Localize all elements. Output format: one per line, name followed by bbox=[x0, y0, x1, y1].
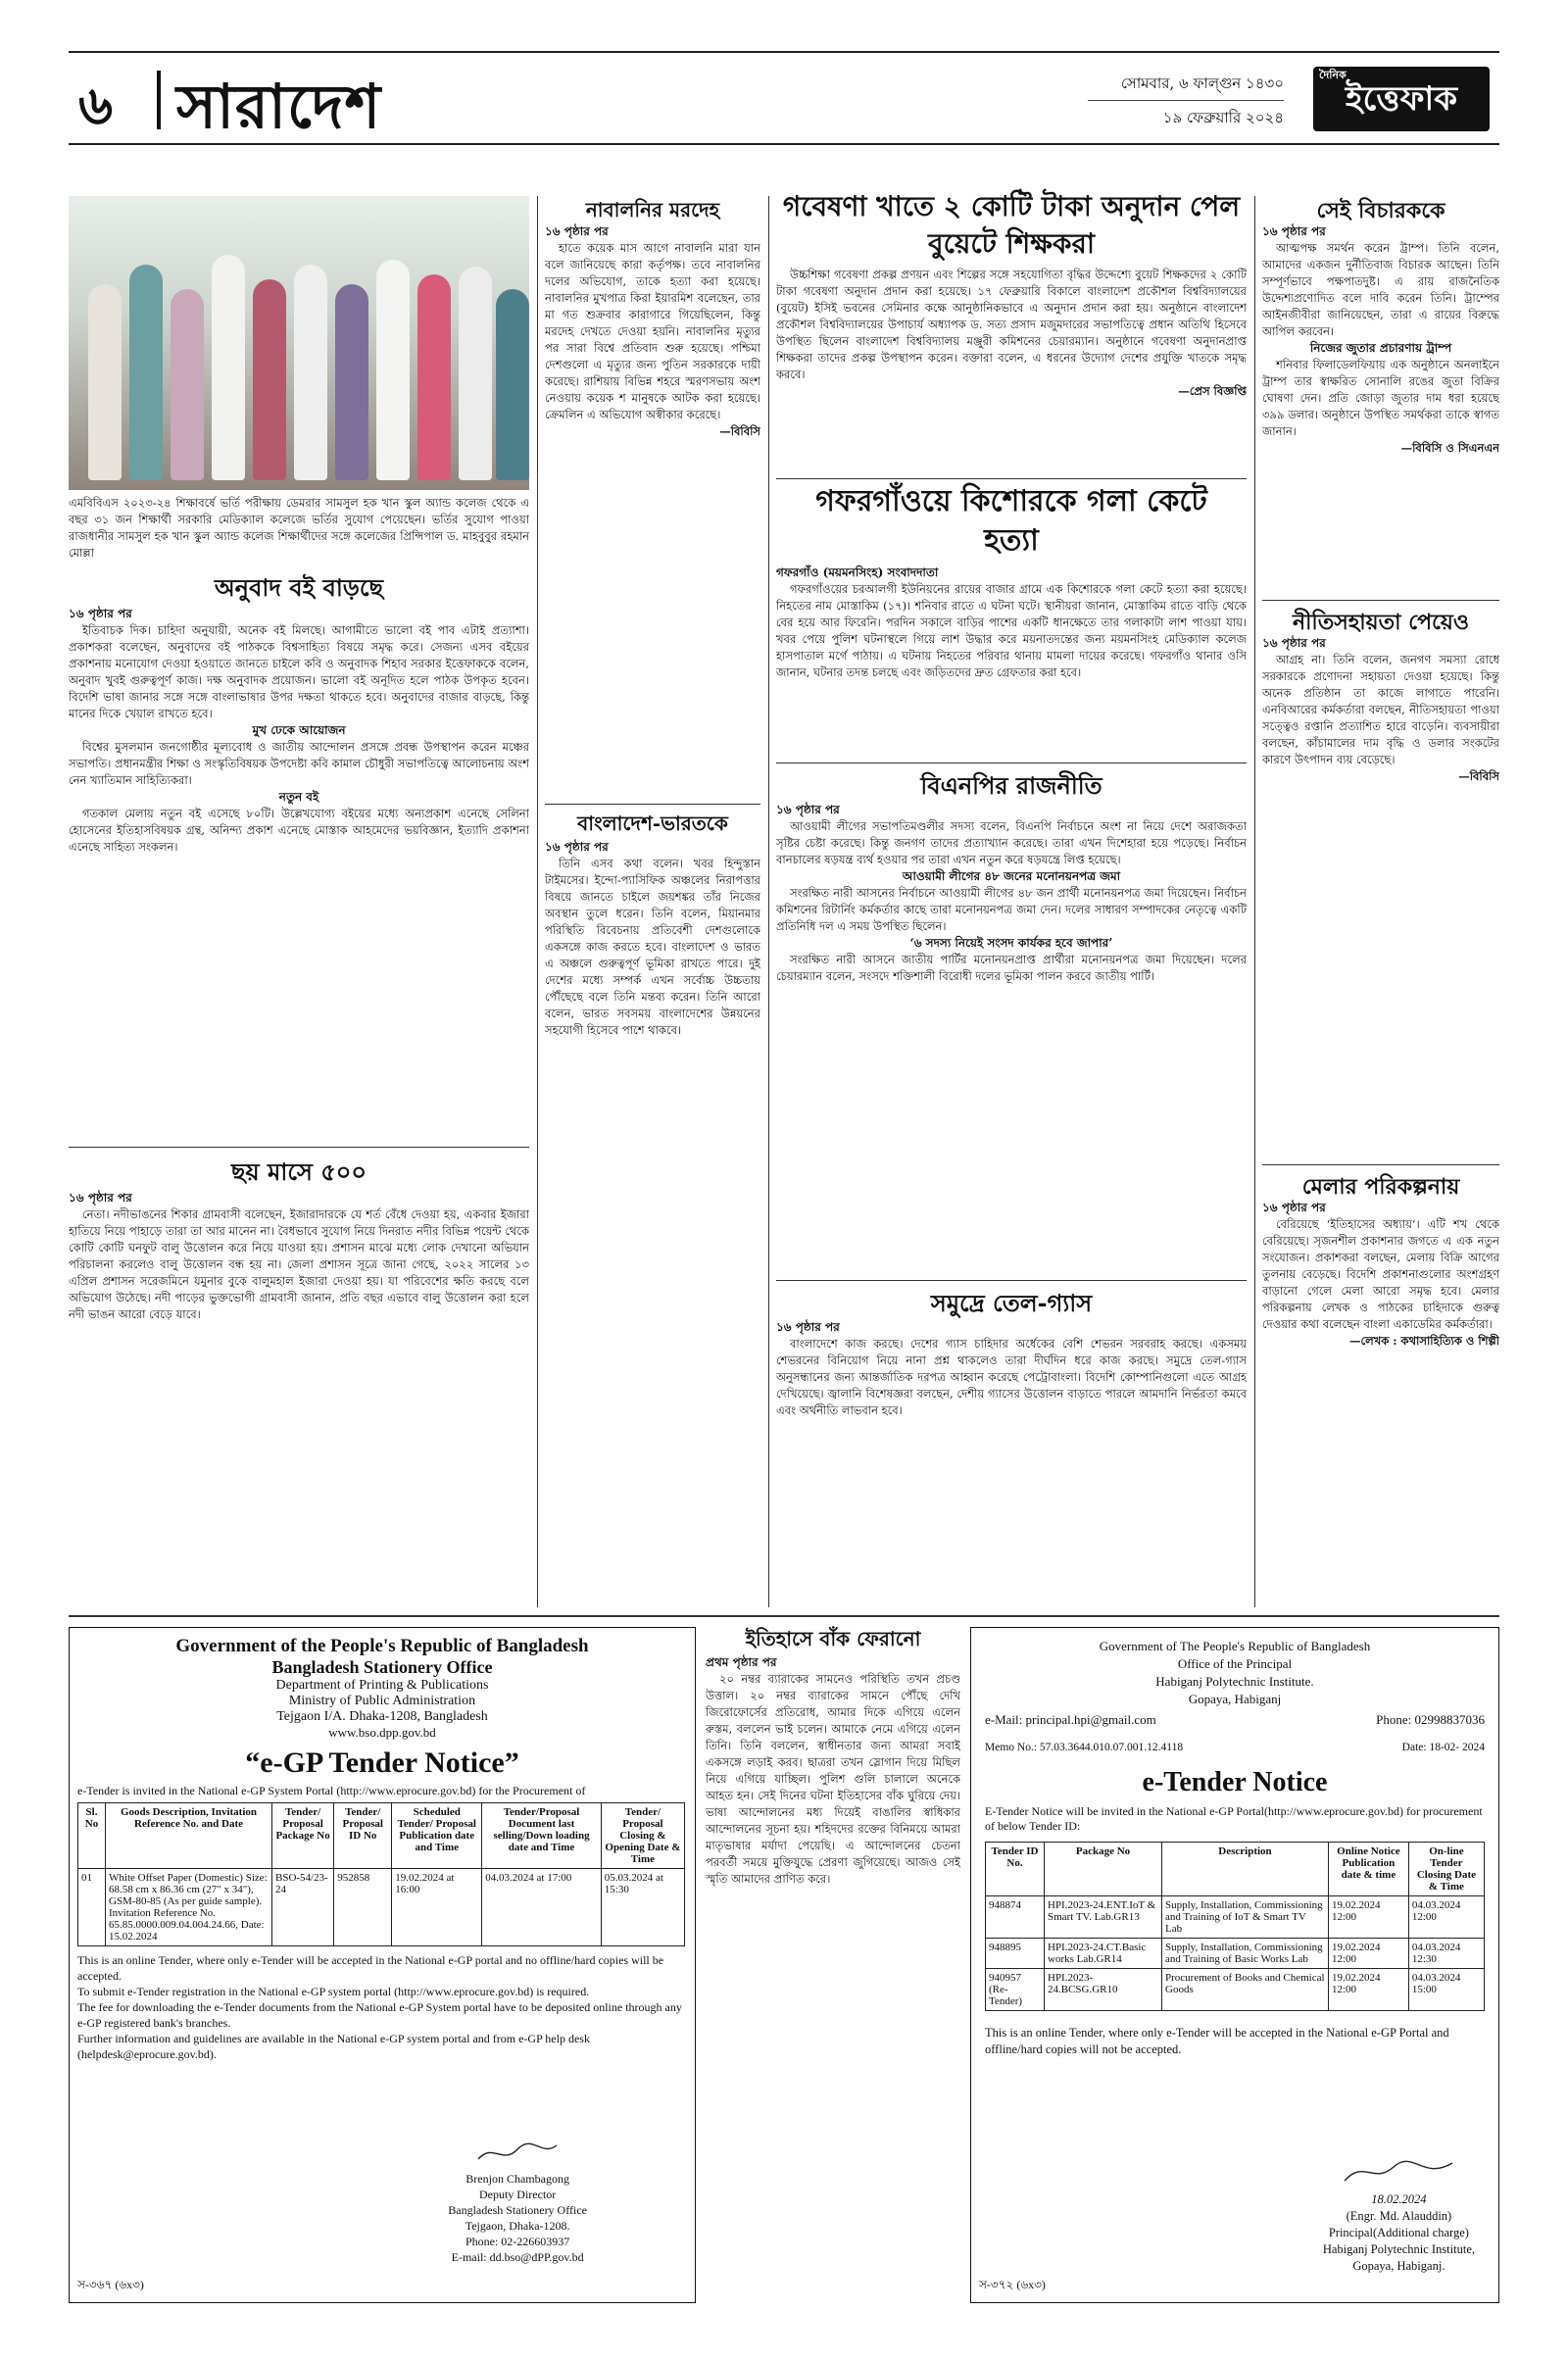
news-photo bbox=[69, 196, 529, 490]
column-rule bbox=[768, 196, 769, 1607]
table-cell: HPI.2023-24.BCSG.GR10 bbox=[1045, 1969, 1162, 2011]
ad-email: e-Mail: principal.hpi@gmail.com bbox=[985, 1712, 1156, 1727]
ad-code: স-৩৭২ (৬x৩) bbox=[979, 2278, 1046, 2291]
divider bbox=[69, 1147, 529, 1148]
issue-date bbox=[1088, 67, 1284, 134]
article-anubad bbox=[69, 606, 529, 1140]
table-cell: 04.03.2024 12:00 bbox=[1408, 1896, 1484, 1939]
table-row bbox=[986, 1969, 1485, 2011]
headline-gobeshona: গবেষণা খাতে ২ কোটি টাকা অনুদান পেল বুয়েটে শিক্ষকরা bbox=[782, 190, 1241, 260]
date-bangla: সোমবার, ৬ ফাল্গুন ১৪৩০ bbox=[1088, 67, 1284, 101]
photo-figure bbox=[376, 260, 410, 480]
article-body: আওয়ামী লীগের সভাপতিমণ্ডলীর সদস্য বলেন, বিএনপি নির্বাচনে অংশ না নিয়ে দেশে অরাজকতা সৃষ্টির চেষ্টা করেছে। কিন্তু জনগণ তাদের প্রত্যাখ্যান করেছে। তারা এখন দিশেহারা হয়ে পড়েছে। নির্বাচন বানচালের ষড়যন্ত্র ব্যর্থ হওয়ার পর তারা এখন নতুন করে ষড়যন্ত্রে লিপ্ত হয়েছে। bbox=[776, 819, 1247, 866]
sig-name: (Engr. Md. Alauddin) bbox=[1346, 2209, 1452, 2223]
table-cell: 948874 bbox=[986, 1896, 1045, 1939]
section-rule bbox=[69, 1615, 1499, 1617]
continuation: ১৬ পৃষ্ঠার পর bbox=[1262, 636, 1326, 650]
ad-note: This is an online Tender, where only e-Tender will be accepted in the National e-GP Portal and offline/hard copies will not be accepted. bbox=[985, 2026, 1449, 2056]
article-bd-india bbox=[545, 839, 760, 1607]
continuation: ১৬ পৃষ্ঠার পর bbox=[545, 840, 609, 854]
photo-figure bbox=[417, 274, 451, 480]
article-body: বাংলাদেশে কাজ করছে। দেশের গ্যাস চাহিদার অর্ধেকের বেশি শেভরন সরবরাহ করছে। একসময় শেভরনের বিনিয়োগ নিয়ে নানা প্রশ্ন থাকলেও তারা দীর্ঘদিন ধরে কাজ করছে। সমুদ্রে তেল-গ্যাস অনুসন্ধানের জন্য আন্তর্জাতিক দরপত্র আহ্বান করেছে পেট্রোবাংলা। বিদেশি কোম্পানিগুলো এতে আগ্রহ দেখিয়েছে। জ্বালানি বিশেষজ্ঞরা বলছেন, দেশীয় গ্যাসের উত্তোলন বাড়াতে পারলে আমদানি নির্ভরতা কমবে এবং অর্থনীতি লাভবান হবে। bbox=[776, 1337, 1247, 1417]
photo-figure bbox=[335, 284, 368, 480]
headline-anubad: অনুবাদ বই বাড়ছে bbox=[214, 573, 384, 602]
table-cell: 01 bbox=[78, 1869, 106, 1946]
ad-signature bbox=[1323, 2157, 1475, 2275]
table-header: Tender/ Proposal Package No bbox=[272, 1803, 334, 1869]
photo-figure bbox=[459, 267, 492, 480]
divider bbox=[1262, 600, 1499, 601]
headline-chhoy: ছয় মাসে ৫০০ bbox=[231, 1157, 367, 1186]
ad-contact bbox=[971, 1708, 1498, 1732]
article-gofor bbox=[776, 565, 1247, 755]
article-nabalonir bbox=[545, 223, 760, 772]
ad-address: Tejgaon I/A. Dhaka-1208, Bangladesh bbox=[276, 1709, 488, 1724]
column-rule bbox=[537, 196, 538, 1607]
article-sei bbox=[1262, 223, 1499, 596]
ad-memo: Memo No.: 57.03.3644.010.07.001.12.4118 bbox=[985, 1742, 1184, 1753]
signature-icon bbox=[1340, 2157, 1457, 2187]
article-body: সংরক্ষিত নারী আসনে জাতীয় পার্টির মনোনয়নপ্রাপ্ত প্রার্থীরা মনোনয়নপত্র জমা দিয়েছেন। দলের চেয়ারম্যান বলেন, সংসদে শক্তিশালী বিরোধী দলের ভূমিকা পালন করবে জাতীয় পার্টি। bbox=[776, 953, 1247, 983]
section-title: সারাদেশ bbox=[176, 71, 382, 142]
ad-dept: Department of Printing & Publications bbox=[275, 1678, 489, 1693]
article-body: বেরিয়েছে ‘ইতিহাসের অধ্যায়’। এটি শখ থেকে বেরিয়েছে। সৃজনশীল প্রকাশনার জগতে এ এক নতুন সংযোজন। প্রকাশকরা বলছেন, মেলায় বিক্রি আগের তুলনায় বেড়েছে। বিদেশি প্রকাশনাগুলোর অংশগ্রহণ বাড়ানো গেলে মেলা আরো সমৃদ্ধ হবে। মেলার পরিকল্পনায় লেখক ও পাঠকের চাহিদাকে গুরুত্ব দেওয়ার কথা বলেছেন বাংলা একাডেমির কর্মকর্তারা। bbox=[1262, 1217, 1499, 1331]
divider bbox=[776, 1280, 1247, 1281]
sig-title: Deputy Director bbox=[478, 2188, 557, 2201]
table-cell: 19.02.2024 12:00 bbox=[1329, 1969, 1409, 2011]
ad-note: Further information and guidelines are available in the National e-GP system portal and from e-GP help desk (helpdesk@eprocure.gov.bd). bbox=[77, 2032, 590, 2061]
article-itihas bbox=[706, 1654, 960, 2303]
ad-web: www.bso.dpp.gov.bd bbox=[328, 1725, 436, 1740]
table-cell: 04.03.2024 15:00 bbox=[1408, 1969, 1484, 2011]
page-number: ৬ bbox=[78, 74, 114, 136]
article-source: —বিবিসি ও সিএনএন bbox=[1400, 441, 1499, 455]
tender-table bbox=[985, 1842, 1485, 2011]
table-header: Tender/Proposal Document last selling/Down loading date and Time bbox=[482, 1803, 602, 1869]
subheading: মুখ ঢেকে আয়োজন bbox=[252, 723, 346, 737]
table-header-row bbox=[78, 1803, 685, 1869]
page-header bbox=[69, 51, 1499, 145]
continuation: ১৬ পৃষ্ঠার পর bbox=[69, 1191, 132, 1205]
article-chhoy bbox=[69, 1190, 529, 1606]
ad-signature bbox=[448, 2138, 587, 2265]
table-header: Tender ID No. bbox=[986, 1843, 1045, 1896]
headline-bd-india: বাংলাদেশ-ভারতকে bbox=[577, 812, 728, 835]
ad-bso-tender bbox=[69, 1627, 696, 2303]
photo-figure bbox=[294, 265, 327, 480]
article-source: —বিবিসি bbox=[1458, 769, 1499, 783]
ad-institute: Habiganj Polytechnic Institute. bbox=[1155, 1674, 1314, 1689]
table-cell: 940957 (Re-Tender) bbox=[986, 1969, 1045, 2011]
table-cell: Supply, Installation, Commissioning and Training of IoT & Smart TV Lab bbox=[1162, 1896, 1329, 1939]
header-divider bbox=[157, 71, 161, 129]
article-bnp bbox=[776, 802, 1247, 1272]
article-niti bbox=[1262, 635, 1499, 1106]
headline-niti: নীতিসহায়তা পেয়েও bbox=[1292, 610, 1470, 635]
photo-figure bbox=[253, 279, 286, 480]
article-body: আগ্রহ না। তিনি বলেন, জনগণ সমস্যা রোধে সরকারকে প্রণোদনা সহায়তা দেওয়া হয়েছে। কিন্তু অনেক প্রতিষ্ঠান তা কাজে লাগাতে পারেনি। এনবিআরের কর্মকর্তারা বলছেন, নীতিসহায়তা পাওয়া সত্ত্বেও রপ্তানি প্রত্যাশিত হারে বাড়েনি। ব্যবসায়ীরা বলছেন, কাঁচামালের দাম বৃদ্ধি ও ডলার সংকটের কারণে উৎপাদন ব্যয় বেড়েছে। bbox=[1262, 653, 1499, 766]
table-row bbox=[986, 1896, 1485, 1939]
logo-text: ইত্তেফাক bbox=[1345, 79, 1458, 119]
newspaper-logo bbox=[1313, 67, 1490, 131]
ad-title: “e-GP Tender Notice” bbox=[245, 1746, 519, 1779]
table-row bbox=[986, 1939, 1485, 1969]
continuation: ১৬ পৃষ্ঠার পর bbox=[776, 1320, 840, 1334]
article-body: সংরক্ষিত নারী আসনের নির্বাচনে আওয়ামী লীগের ৪৮ জন প্রার্থী মনোনয়নপত্র জমা দিয়েছেন। নির্বাচন কমিশনের রিটার্নিং কর্মকর্তার কাছে তারা মনোনয়নপত্র জমা দেন। দলের সাধারণ সম্পাদকের নেতৃত্বে একটি প্রতিনিধি দল এ সময় উপস্থিত ছিলেন। bbox=[776, 886, 1247, 933]
table-header: Tender/ Proposal Closing & Opening Date & Time bbox=[601, 1803, 684, 1869]
table-header: On-line Tender Closing Date & Time bbox=[1408, 1843, 1484, 1896]
article-source: —বিবিসি bbox=[719, 424, 760, 438]
table-header: Tender/ Proposal ID No bbox=[334, 1803, 392, 1869]
photo-figure bbox=[88, 284, 122, 480]
article-samudra bbox=[776, 1319, 1247, 1607]
article-body: বিশ্বের মুসলমান জনগোষ্ঠীর মূল্যবোধ ও জাতীয় আন্দোলন প্রসঙ্গে প্রবন্ধ উপস্থাপন করেন মঞ্চের সভাপতি। প্রধানমন্ত্রীর শিক্ষা ও সংস্কৃতিবিষয়ক উপদেষ্টা কবি কামাল চৌধুরী সভাপতিত্বে আলোচনায় অংশ নেন খ্যাতিমান সাহিত্যিকরা। bbox=[69, 740, 529, 787]
ad-habiganj-tender bbox=[970, 1627, 1499, 2303]
divider bbox=[545, 804, 760, 805]
article-body: ২০ নম্বর ব্যারাকের সামনেও পরিস্থিতি তখন প্রচণ্ড উত্তাল। ২০ নম্বর ব্যারাকের সামনে পৌঁছে দেখি জিরোফোর্সের প্রতিরোধ, আমার দিকে এগিয়ে এলেন রুস্তম, বললেন ভাই চলেন। আমাকে নেমে এগিয়ে এলেন তিনি। তিনি বললেন, স্বাধীনতার জন্য আমরা সবাই একসঙ্গে লড়াই করব। ছাত্ররা তখন স্লোগান দিয়ে মিছিল নিয়ে এগিয়ে যাচ্ছিল। পুলিশ গুলি চালালে অনেকে আহত হন। সেই দিনের ঘটনা ইতিহাসের বাঁক ঘুরিয়ে দেয়। ভাষা আন্দোলনের মধ্য দিয়েই বাঙালির স্বাধিকার আন্দোলনের সূচনা হয়। শহিদদের রক্তের বিনিময়ে আমরা মাতৃভাষার মর্যাদা পেয়েছি। এ আন্দোলনের চেতনা পরবর্তী সময়ে মুক্তিযুদ্ধে প্রেরণা জুগিয়েছে। আজও সেই স্মৃতি আমাদের প্রাণিত করে। bbox=[706, 1672, 960, 1886]
sig-phone: Phone: 02-226603937 bbox=[465, 2235, 570, 2248]
ad-office: Bangladesh Stationery Office bbox=[271, 1657, 493, 1677]
photo-figure bbox=[129, 265, 163, 480]
headline-bnp: বিএনপির রাজনীতি bbox=[920, 771, 1102, 800]
table-cell: White Offset Paper (Domestic) Size: 68.58 cm x 86.36 cm (27" x 34"), GSM-80-85 (As per guide sample). Invitation Reference No. 65.85.0000.009.04.004.24.66, Date: 15.02.2024 bbox=[106, 1869, 272, 1946]
article-source: —প্রেস বিজ্ঞপ্তি bbox=[1178, 384, 1247, 398]
tender-table bbox=[77, 1802, 685, 1946]
article-body: গফরগাঁওয়ের চরআলগী ইউনিয়নের রায়ের বাজার গ্রামে এক কিশোরকে গলা কেটে হত্যা করা হয়েছে। নিহতের নাম মোস্তাকিম (১৭)। শনিবার রাতে এ ঘটনা ঘটে। স্থানীয়রা জানান, মোস্তাকিম রাতে বাড়ি থেকে বের হয়ে আর ফিরেনি। পরদিন সকালে বাড়ির পাশের একটি ধানক্ষেতে তার গলাকাটা লাশ পাওয়া যায়। খবর পেয়ে পুলিশ ঘটনাস্থলে গিয়ে লাশ উদ্ধার করে ময়নাতদন্তের জন্য ময়মনসিংহ মেডিক্যাল কলেজ হাসপাতাল মর্গে পাঠায়। এ ঘটনায় নিহতের পরিবার থানায় মামলা দায়ের করেছে। গফরগাঁও থানার ওসি জানান, ঘটনার তদন্ত চলছে এবং জড়িতদের দ্রুত গ্রেফতার করা হবে। bbox=[776, 582, 1247, 679]
ad-invite: E-Tender Notice will be invited in the National e-GP Portal(http://www.eprocure.gov.bd) for procurement of below Tender ID: bbox=[985, 1804, 1483, 1833]
table-header: Goods Description, Invitation Reference No. and Date bbox=[106, 1803, 272, 1869]
table-header: Scheduled Tender/ Proposal Publication date and Time bbox=[392, 1803, 482, 1869]
article-body: তিনি এসব কথা বলেন। খবর হিন্দুস্তান টাইমসের। ইন্দো-প্যাসিফিক অঞ্চলের নিরাপত্তার বিষয়ে জানতে চাইলে জয়শঙ্কর তাঁর নিজের অবস্থান তুলে ধরেন। তিনি বলেন, মিয়ানমার পরিস্থিতি বিবেচনায় প্রতিবেশী দেশগুলোকে একসঙ্গে কাজ করতে হবে। বাংলাদেশ ও ভারত এ অঞ্চলে গুরুত্বপূর্ণ ভূমিকা রাখতে পারে। দুই দেশের মধ্যে সম্পর্ক এখন সর্বোচ্চ উচ্চতায় পৌঁছেছে বলে তিনি মন্তব্য করেন। তিনি আরো বলেন, ভারত সবসময় বাংলাদেশের উন্নয়নের সহযোগী হিসেবে পাশে থাকবে। bbox=[545, 857, 760, 1037]
subheading: ‘৬ সদস্য নিয়েই সংসদ কার্যকর হবে জাপার’ bbox=[909, 936, 1113, 950]
table-cell: HPI.2023-24.CT.Basic works Lab.GR14 bbox=[1045, 1939, 1162, 1969]
ad-memo-line bbox=[971, 1732, 1498, 1763]
article-source: —লেখক : কথাসাহিত্যিক ও শিল্পী bbox=[1348, 1334, 1499, 1348]
byline: গফরগাঁও (ময়মনসিংহ) সংবাদদাতা bbox=[776, 566, 939, 579]
article-body: নেতা। নদীভাঙনের শিকার গ্রামবাসী বলেছেন, ইজারাদারকে যে শর্ত বেঁধে দেওয়া হয়, একবার ইজারা হাতিয়ে নিয়ে পাহাড়ে তারা তা আর মানেন না। বৈধভাবে সুযোগ নিয়ে দিনরাত নদীর বিভিন্ন পয়েন্ট থেকে কোটি কোটি ঘনফুট বালু উত্তোলন করে নিয়ে যাওয়া হয়। প্রশাসন মাঝে মধ্যে লোক দেখানো অভিযান পরিচালনা করলেও বালু উত্তোলন বন্ধ হয় না। জেলা প্রশাসন সূত্রে জানা গেছে, ২০২২ সালের ১৩ এপ্রিল প্রশাসন সরেজমিনে যমুনার বুকে বালুমহাল ইজারা দেওয়া হয়। যা পরিবেশের ক্ষতি করছে বলে অভিযোগ উঠেছে। নদী পাড়ের ভুক্তভোগী গ্রামবাসী জানান, প্রতি বছর এভাবে বালু উত্তোলন করা হলে নদী ভাঙন আরো বেড়ে যাবে। bbox=[69, 1207, 529, 1321]
headline-samudra: সমুদ্রে তেল-গ্যাস bbox=[930, 1289, 1093, 1317]
article-body: আত্মপক্ষ সমর্থন করেন ট্রাম্প। তিনি বলেন, আমাদের একজন দুর্নীতিবাজ বিচারক আছেন। তিনি সম্পূর্ণভাবে পক্ষপাতদুষ্ট। এ রায় রাজনৈতিক উদ্দেশ্যপ্রণোদিত বলে দাবি করেন তিনি। ট্রাম্পের আইনজীবীরা জানিয়েছেন, তারা এ রায়ের বিরুদ্ধে আপিল করবেন। bbox=[1262, 241, 1499, 338]
subheading: নতুন বই bbox=[278, 790, 319, 804]
ad-address: Gopaya, Habiganj bbox=[1188, 1692, 1282, 1706]
sig-address: Tejgaon, Dhaka-1208. bbox=[465, 2219, 570, 2233]
ad-gov: Government of The People's Republic of Bangladesh bbox=[1099, 1639, 1371, 1653]
sig-name: Brenjon Chambagong bbox=[466, 2172, 569, 2186]
table-cell: 952858 bbox=[334, 1869, 392, 1946]
ad-title: e-Tender Notice bbox=[1142, 1767, 1328, 1797]
table-row bbox=[78, 1869, 685, 1946]
divider bbox=[776, 478, 1247, 479]
divider bbox=[776, 762, 1247, 763]
continuation: ১৬ পৃষ্ঠার পর bbox=[69, 607, 132, 620]
table-header: Online Notice Publication date & time bbox=[1329, 1843, 1409, 1896]
ad-date: Date: 18-02- 2024 bbox=[1401, 1742, 1485, 1753]
continuation: প্রথম পৃষ্ঠার পর bbox=[706, 1655, 777, 1669]
subheading: নিজের জুতার প্রচারণায় ট্রাম্প bbox=[1309, 341, 1452, 355]
table-header-row bbox=[986, 1843, 1485, 1896]
ad-note: To submit e-Tender registration in the National e-GP system portal (http://www.eprocure.gov.bd) is required. bbox=[77, 1985, 590, 1998]
table-header: Sl. No bbox=[78, 1803, 106, 1869]
sig-email: E-mail: dd.bso@dPP.gov.bd bbox=[451, 2250, 584, 2264]
table-cell: BSO-54/23-24 bbox=[272, 1869, 334, 1946]
table-header: Package No bbox=[1045, 1843, 1162, 1896]
article-body: ইতিবাচক দিক। চাহিদা অনুযায়ী, অনেক বই মিলছে। আগামীতে ভালো বই পাব এটাই প্রত্যাশা। প্রকাশকরা বলেছেন, অনুবাদের বই পাঠককে বিশ্বসাহিত্য বিষয়ে সমৃদ্ধ করে। সেজন্য এসব বইয়ের প্রকাশনায় মনোযোগ দেওয়া হওয়াতে জানতে চাইলে কবি ও অনুবাদক শিহাব সরকার ইত্তেফাককে বলেন, অনুবাদ খুবই গুরুত্বপূর্ণ কাজ। দক্ষ অনুবাদক প্রয়োজন। ভালো বই অনূদিত হলে পাঠক উপকৃত হবেন। বিদেশি ভাষা জানার সঙ্গে সঙ্গে বাংলাভাষার উপর দক্ষতা থাকতে হবে। অনুবাদের বাজার বাড়ছে, কিন্তু মানের দিকে খেয়াল রাখতে হবে। bbox=[69, 623, 529, 720]
ad-code: স-৩৬৭ (৬x৩) bbox=[77, 2278, 144, 2291]
ad-office: Office of the Principal bbox=[1177, 1656, 1293, 1671]
continuation: ১৬ পৃষ্ঠার পর bbox=[545, 224, 609, 238]
divider bbox=[1262, 1164, 1499, 1165]
sig-institute: Habiganj Polytechnic Institute, bbox=[1322, 2242, 1475, 2256]
table-header: Description bbox=[1162, 1843, 1329, 1896]
ad-ministry: Ministry of Public Administration bbox=[288, 1694, 476, 1708]
headline-mela: মেলার পরিকল্পনায় bbox=[1301, 1174, 1460, 1200]
table-cell: 19.02.2024 12:00 bbox=[1329, 1896, 1409, 1939]
ad-notes bbox=[70, 1946, 695, 2062]
ad-note: This is an online Tender, where only e-Tender will be accepted in the National e-GP portal and no offline/hard copies will be accepted. bbox=[77, 1953, 664, 1983]
photo-figure bbox=[496, 289, 529, 480]
table-cell: 04.03.2024 12:30 bbox=[1408, 1939, 1484, 1969]
ad-invite: e-Tender is invited in the National e-GP System Portal (http://www.eprocure.gov.bd) for the Procurement of bbox=[77, 1784, 586, 1797]
logo-small-text: দৈনিক bbox=[1319, 69, 1347, 81]
continuation: ১৬ পৃষ্ঠার পর bbox=[1262, 1201, 1326, 1214]
headline-itihas: ইতিহাসে বাঁক ফেরানো bbox=[745, 1627, 921, 1650]
article-gobeshona bbox=[776, 267, 1247, 472]
table-cell: 948895 bbox=[986, 1939, 1045, 1969]
photo-figure bbox=[212, 255, 245, 480]
table-cell: HPI.2023-24.ENT.IoT & Smart TV. Lab.GR13 bbox=[1045, 1896, 1162, 1939]
signature-icon bbox=[473, 2138, 562, 2167]
table-cell: Procurement of Books and Chemical Goods bbox=[1162, 1969, 1329, 2011]
article-body: হাতে কয়েক মাস আগে নাবালনি মারা যান বলে জানিয়েছে কারা কর্তৃপক্ষ। তবে নাবালনির দলের অভিযোগ, তাকে হত্যা করা হয়েছে। নাবালনির মুখপাত্র কিরা ইয়ারমিশ বলেছেন, তার মা গত শুক্রবার কারাগারে গিয়েছিলেন, কিন্তু মরদেহ দেখতে দেওয়া হয়নি। নাবালনির মৃত্যুর পর সারা বিশ্বে প্রতিবাদ শুরু হয়েছে। পশ্চিমা দেশগুলো এ মৃত্যুর জন্য পুতিন সরকারকে দায়ী করেছে। রাশিয়ায় বিভিন্ন শহরে স্মরণসভায় অংশ নেওয়ায় কয়েক শ মানুষকে আটক করা হয়েছে। ক্রেমলিন এ অভিযোগ অস্বীকার করেছে। bbox=[545, 241, 760, 421]
sig-address: Gopaya, Habiganj. bbox=[1352, 2259, 1446, 2273]
article-mela bbox=[1262, 1200, 1499, 1607]
ad-gov: Government of the People's Republic of Bangladesh bbox=[175, 1636, 589, 1656]
headline-nabalonir: নাবালনির মরদেহ bbox=[585, 198, 720, 221]
headline-gofor: গফরগাঁওয়ে কিশোরকে গলা কেটে হত্যা bbox=[815, 484, 1207, 558]
table-cell: 19.02.2024 12:00 bbox=[1329, 1939, 1409, 1969]
ad-phone: Phone: 02998837036 bbox=[1376, 1712, 1485, 1727]
ad-note: The fee for downloading the e-Tender documents from the National e-GP System portal have to be deposited online through any e-GP registered bank's branches. bbox=[77, 2000, 682, 2030]
column-rule bbox=[1254, 196, 1255, 1607]
photo-figure bbox=[171, 289, 204, 480]
continuation: ১৬ পৃষ্ঠার পর bbox=[776, 803, 840, 816]
sig-title: Principal(Additional charge) bbox=[1328, 2226, 1469, 2239]
article-body: উচ্চশিক্ষা গবেষণা প্রকল্প প্রণয়ন এবং শিল্পের সঙ্গে সহযোগিতা বৃদ্ধির উদ্দেশ্যে বুয়েট শিক্ষকদের ২ কোটি টাকা গবেষণা অনুদান প্রদান করা হয়েছে। ১৭ ফেব্রুয়ারি বিকালে বাংলাদেশ প্রকৌশল বিশ্ববিদ্যালয়ের (বুয়েট) ইসিই ভবনের সেমিনার কক্ষে আনুষ্ঠানিকভাবে এ অনুদান প্রদান করা হয়। অনুষ্ঠানে বাংলাদেশ প্রকৌশল বিশ্ববিদ্যালয়ের উপাচার্য অধ্যাপক ড. সত্য প্রসাদ মজুমদারের সভাপতিত্বে প্রধান অতিথি হিসেবে উপস্থিত ছিলেন বাংলাদেশ বিশ্ববিদ্যালয় মঞ্জুরী কমিশনের চেয়ারম্যান। অনুষ্ঠানে গবেষণা অনুদানপ্রাপ্ত শিক্ষকরা তাদের প্রকল্প উপস্থাপন করেন। বক্তারা বলেন, এ ধরনের উদ্যোগ দেশের প্রযুক্তি খাতকে সমৃদ্ধ করবে। bbox=[776, 268, 1247, 381]
article-body: গতকাল মেলায় নতুন বই এসেছে ৮০টি। উল্লেখযোগ্য বইয়ের মধ্যে অন্যপ্রকাশ এনেছে সেলিনা হোসেনের ইতিহাসবিষয়ক গ্রন্থ, অনিন্দ্য প্রকাশ এনেছে মোস্তাক আহমেদের ভয়বিজ্ঞান, ইত্যাদি প্রকাশনা এনেছে সাহিত্য সংকলন। bbox=[69, 807, 529, 854]
date-gregorian: ১৯ ফেব্রুয়ারি ২০২৪ bbox=[1162, 109, 1284, 126]
table-cell: Supply, Installation, Commissioning and Training of Basic Works Lab bbox=[1162, 1939, 1329, 1969]
sig-office: Bangladesh Stationery Office bbox=[448, 2203, 587, 2217]
article-body: শনিবার ফিলাডেলফিয়ায় এক অনুষ্ঠানে অনলাইনে ট্রাম্প তার স্বাক্ষরিত সোনালি রঙের জুতা বিক্রির ঘোষণা দেন। প্রতি জোড়া জুতার দাম ধরা হয়েছে ৩৯৯ ডলার। অনুষ্ঠানে উপস্থিত সমর্থকরা তাকে স্বাগত জানান। bbox=[1262, 358, 1499, 438]
table-cell: 19.02.2024 at 16:00 bbox=[392, 1869, 482, 1946]
sig-date: 18.02.2024 bbox=[1371, 2192, 1427, 2206]
photo-caption: এমবিবিএস ২০২৩-২৪ শিক্ষাবর্ষে ভর্তি পরীক্ষায় ডেমরার সামসুল হক খান স্কুল অ্যান্ড কলেজ থেকে এ বছর ৩১ জন শিক্ষার্থী সরকারি মেডিক্যাল কলেজে ভর্তির সুযোগ পেয়েছেন। ভর্তির সুযোগ পাওয়া রাজধানীর সামসুল হক খান স্কুল অ্যান্ড কলেজ শিক্ষার্থীদের সঙ্গে কলেজের প্রিন্সিপাল ড. মাহবুবুর রহমান মোল্লা bbox=[69, 496, 529, 560]
headline-sei: সেই বিচারককে bbox=[1316, 198, 1446, 223]
continuation: ১৬ পৃষ্ঠার পর bbox=[1262, 224, 1326, 238]
table-cell: 05.03.2024 at 15:30 bbox=[601, 1869, 684, 1946]
subheading: আওয়ামী লীগের ৪৮ জনের মনোনয়নপত্র জমা bbox=[902, 869, 1121, 883]
table-cell: 04.03.2024 at 17:00 bbox=[482, 1869, 602, 1946]
